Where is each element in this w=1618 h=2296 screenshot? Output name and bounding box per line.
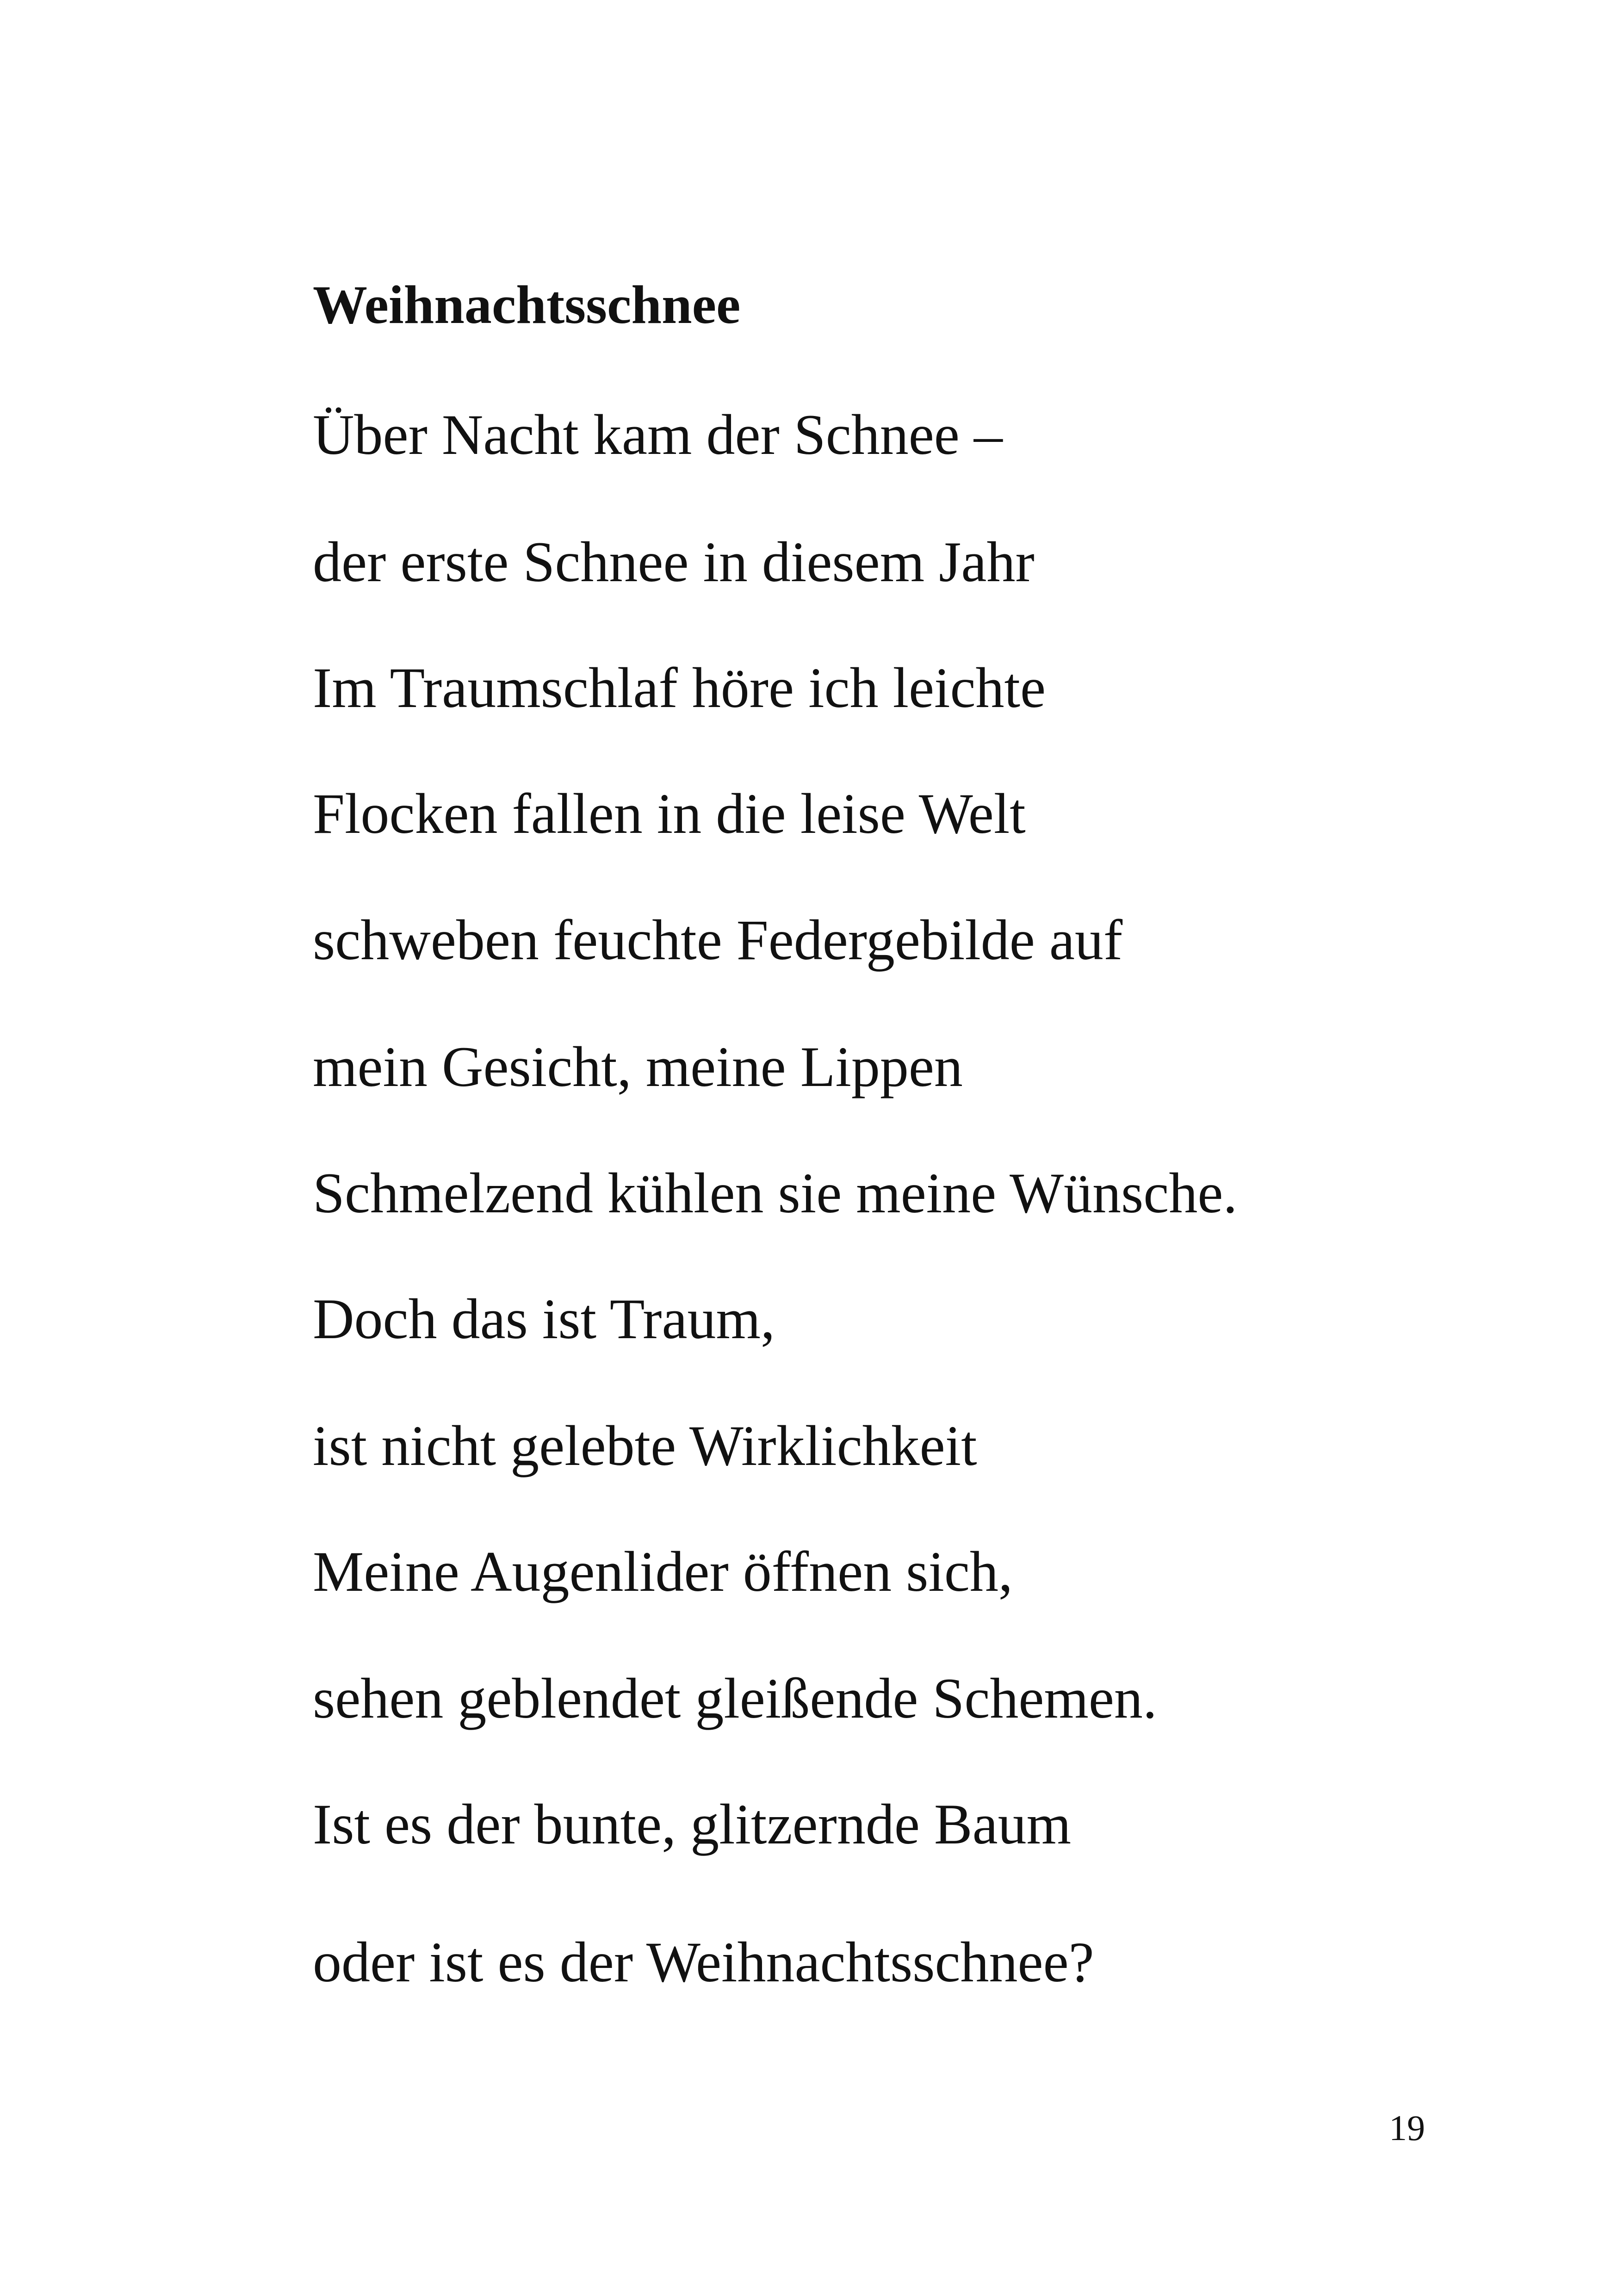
- poem-line: oder ist es der Weihnachtsschnee?: [313, 1930, 1094, 1994]
- poem-line: der erste Schnee in diesem Jahr: [313, 530, 1035, 594]
- poem-title: Weihnachtsschnee: [313, 274, 741, 335]
- poem-line: Im Traumschlaf höre ich leichte: [313, 656, 1046, 720]
- poem-line: ist nicht gelebte Wirklichkeit: [313, 1414, 977, 1477]
- poem-line: schweben feuchte Federgebilde auf: [313, 908, 1123, 972]
- poem-line: sehen geblendet gleißende Schemen.: [313, 1667, 1157, 1730]
- poem-line: Über Nacht kam der Schnee –: [313, 403, 1003, 466]
- poem-line: Ist es der bunte, glitzernde Baum: [313, 1793, 1072, 1856]
- page-number: 19: [1389, 2108, 1425, 2148]
- poem-line: Schmelzend kühlen sie meine Wünsche.: [313, 1161, 1238, 1225]
- poem-line: Flocken fallen in die leise Welt: [313, 782, 1026, 845]
- poem-line: Doch das ist Traum,: [313, 1287, 775, 1351]
- poem-line: mein Gesicht, meine Lippen: [313, 1035, 963, 1098]
- poem-line: Meine Augenlider öffnen sich,: [313, 1540, 1013, 1603]
